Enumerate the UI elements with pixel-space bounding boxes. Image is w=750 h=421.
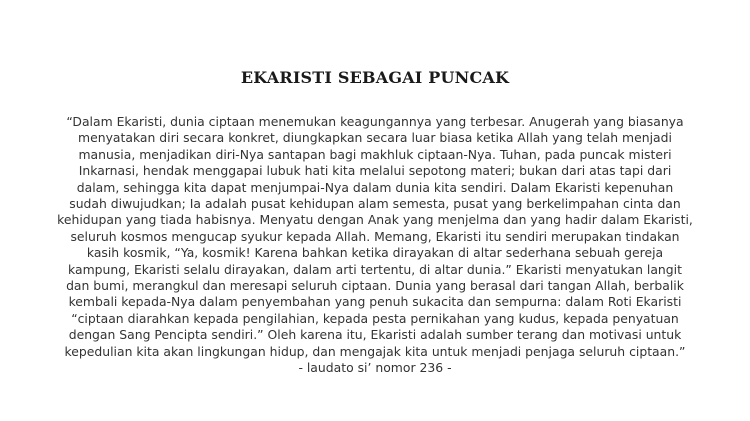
quote-line: dalam, sehingga kita dapat menjumpai-Nya dalam dunia kita sendiri. Dalam Ekaristi kepenuhan	[76, 179, 674, 195]
quote-line: Inkarnasi, hendak menggapai lubuk hati kita melalui sepotong materi; bukan dari atas tapi dari	[78, 163, 672, 179]
quote-line: kepedulian kita akan lingkungan hidup, dan mengajak kita untuk menjadi penjaga seluruh ciptaan.”	[64, 343, 686, 359]
quote-line: kembali kepada-Nya dalam penyembahan yang penuh sukacita dan sempurna: dalam Roti Ekaristi	[68, 294, 682, 310]
quote-line: kasih kosmik, “Ya, kosmik! Karena bahkan ketika dirayakan di altar sederhana sebuah gereja	[86, 245, 664, 261]
quote-line: “ciptaan diarahkan kepada pengilahian, kepada pesta pernikahan yang kudus, kepada penyatuan	[71, 310, 679, 326]
quote-source: - laudato si’ nomor 236 -	[298, 360, 452, 376]
quote-line: dan bumi, merangkul dan meresapi seluruh ciptaan. Dunia yang berasal dari tangan Allah, berbalik	[66, 278, 684, 294]
page-title: EKARISTI SEBAGAI PUNCAK	[240, 68, 510, 87]
quote-line: manusia, menjadikan diri-Nya santapan bagi makhluk ciptaan-Nya. Tuhan, pada puncak misteri	[78, 146, 672, 162]
quote-line: dengan Sang Pencipta sendiri.” Oleh karena itu, Ekaristi adalah sumber terang dan motivasi untuk	[68, 327, 682, 343]
quote-paragraph	[50, 114, 700, 377]
quote-line: kehidupan yang tiada habisnya. Menyatu dengan Anak yang menjelma dan yang hadir dalam Ekaristi,	[57, 212, 693, 228]
quote-line: “Dalam Ekaristi, dunia ciptaan menemukan keagungannya yang terbesar. Anugerah yang biasanya	[66, 114, 684, 129]
quote-line: sudah diwujudkan; Ia adalah pusat kehidupan alam semesta, pusat yang berkelimpahan cinta dan	[69, 196, 681, 212]
quote-line: kampung, Ekaristi selalu dirayakan, dalam arti tertentu, di altar dunia.” Ekaristi menyatukan langit	[68, 261, 682, 277]
quote-line: menyatakan diri secara konkret, diungkapkan secara luar biasa ketika Allah yang telah menjadi	[78, 130, 672, 146]
quote-line: seluruh kosmos mengucap syukur kepada Allah. Memang, Ekaristi itu sendiri merupakan tindakan	[70, 228, 680, 244]
